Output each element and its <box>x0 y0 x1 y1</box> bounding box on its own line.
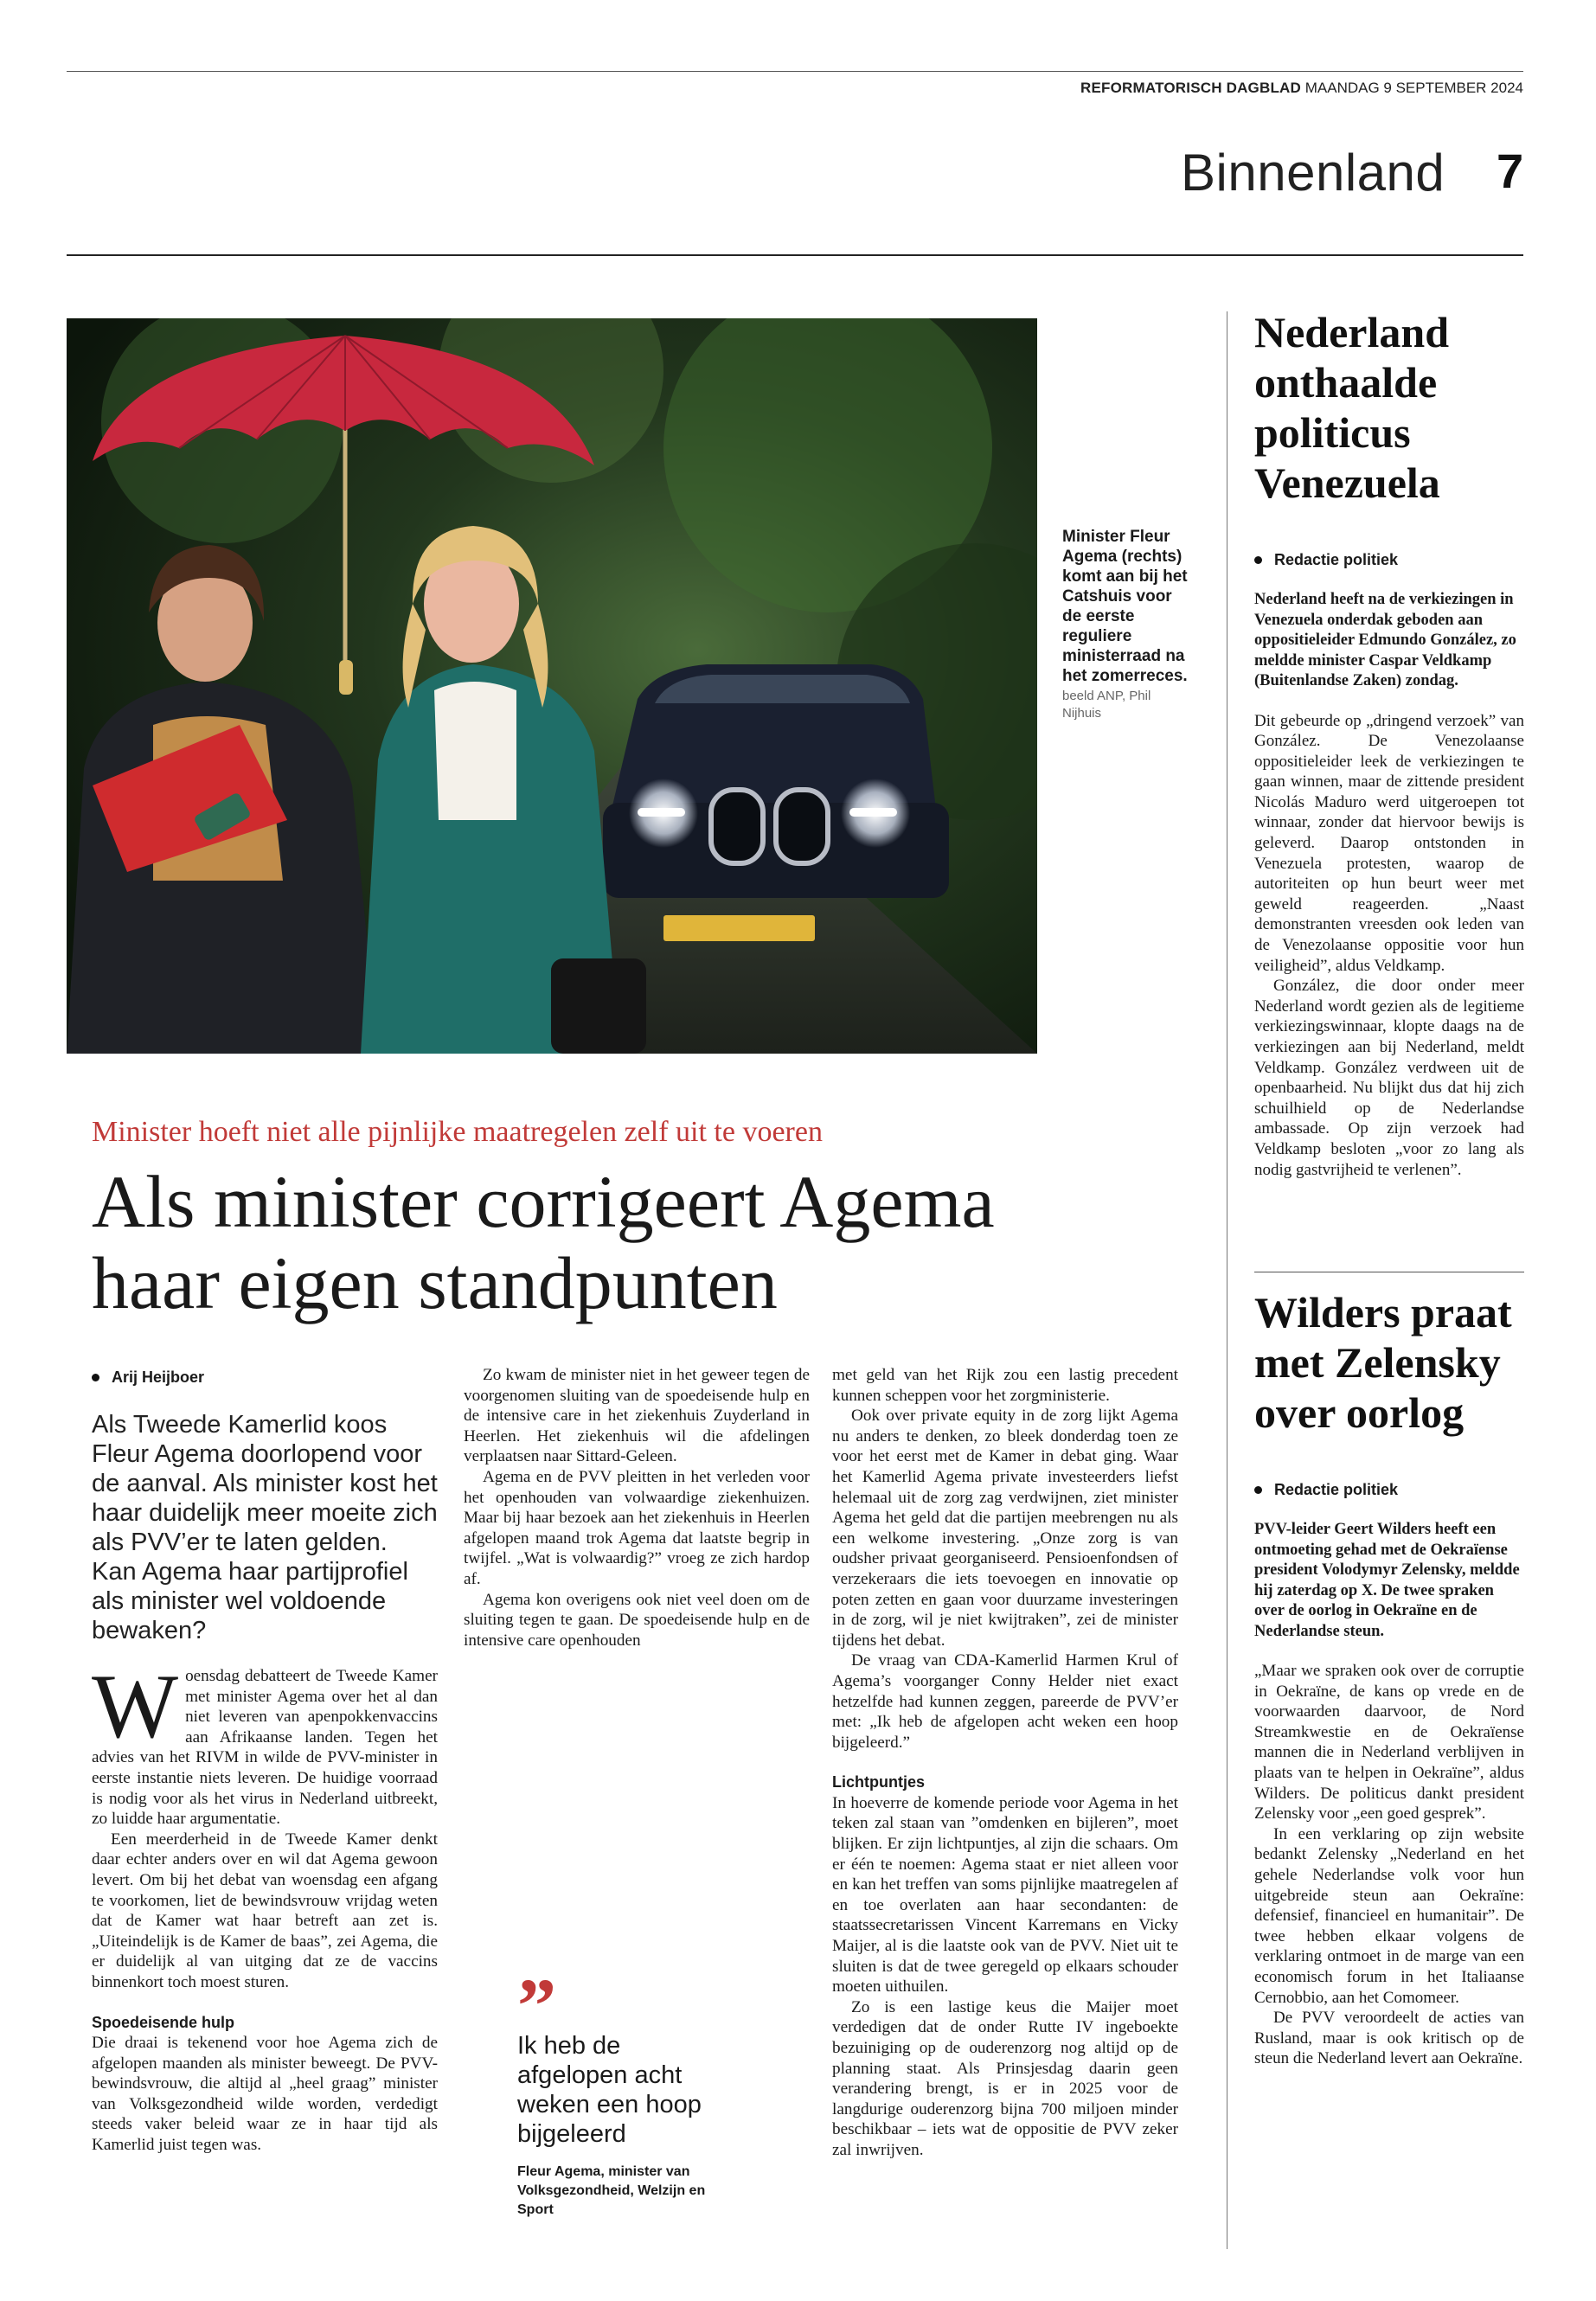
sidebar1-paragraph-1: Dit gebeurde op „dringend verzoek” van González. De Venezolaanse oppositieleider leek de verkiezingen te gaan winnen, maar de zittende president Nicolás Maduro werd uitgeroepen tot winnaar, zonder dat hiervoor bewijs is geleverd. Daarop ontstonden in Venezuela protesten, waarop de autoriteiten op hun beurt weer met geweld reageerden. „Naast demonstranten vreesden ook leden van de Venezolaanse oppositie voor hun veiligheid”, aldus Veldkamp. <box>1254 711 1524 975</box>
masthead-date: MAANDAG 9 SEPTEMBER 2024 <box>1304 80 1523 96</box>
photo-illustration <box>67 318 1037 1054</box>
article-column-2 <box>464 1365 810 1650</box>
sidebar1-lead: Nederland heeft na de verkiezingen in Venezuela onderdak geboden aan oppositieleider Edmundo González, zo meldde minister Caspar Veldkamp (Buitenlandse Zaken) zondag. <box>1254 591 1516 689</box>
pull-quote-attribution: Fleur Agema, minister van Volksgezondheid, Welzijn en Sport <box>517 2164 706 2217</box>
header-rule <box>67 254 1523 256</box>
sidebar1-byline <box>1254 551 1524 569</box>
col3-paragraph-1: met geld van het Rijk zou een lastig precedent kunnen scheppen voor het zorgministerie. <box>832 1366 1178 1405</box>
col1-p1-text: oensdag debatteert de Tweede Kamer met minister Agema over het al dan niet leveren van apenpokkenvaccins aan Afrikaanse landen. Tegen het advies van het RIVM in wilde de PVV-minister in eerste instantie niets leveren. De huidige voorraad is nodig voor als het virus in Nederland uitbreekt, zo luidde haar argumentatie. <box>92 1667 438 1829</box>
byline-author: Arij Heijboer <box>112 1368 205 1386</box>
article-headline: Als minister corrigeert Agema haar eigen standpunten <box>92 1160 995 1324</box>
page-number: 7 <box>1497 144 1524 198</box>
byline-bullet-icon <box>1254 556 1262 564</box>
photo-caption <box>1062 527 1192 722</box>
sidebar1-author: Redactie politiek <box>1274 551 1399 568</box>
col1-paragraph-3: Die draai is tekenend voor hoe Agema zich de afgelopen maanden als minister beweegt. De PVV-bewindsvrouw, die altijd al „heel graag” minister van Volksgezondheid wilde worden, verdedigt steeds vaker beleid waar ze in haar tijd als Kamerlid juist tegen was. <box>92 2034 438 2155</box>
col2-paragraph-1: Zo kwam de minister niet in het geweer tegen de voorgenomen sluiting van de spoedeisende hulp en de intensive care in het ziekenhuis Zuyderland in Heerlen. Het ziekenhuis wil die afdelingen verplaatsen naar Sittard-Geleen. <box>464 1366 810 1466</box>
sidebar1-body <box>1254 711 1524 1181</box>
col3-paragraph-2: Ook over private equity in de zorg lijkt Agema nu anders te denken, zo bleek donderdag toen ze voor het eerst met de Kamer in debat ging. Waar het Kamerlid Agema private investeerders liefst helemaal uit de zorg zag verdwijnen, ziet minister Agema het geld dat die partijen meebrengen nu als een welkome investering. „Onze zorg is van oudsher privaat georganiseerd. Pensioenfondsen of verzekeraars die iets toevoegen en innovatie op poten zetten en gaan voor duurzame investeringen in de zorg, wil je niet kwijtraken”, zei de minister tijdens het debat. <box>832 1407 1178 1650</box>
quote-mark-icon: ” <box>517 1964 556 2049</box>
sidebar2-headline: Wilders praat met Zelensky over oorlog <box>1254 1288 1512 1437</box>
subheading-lichtpuntjes: Lichtpuntjes <box>832 1773 925 1791</box>
article-lead: Als Tweede Kamerlid koos Fleur Agema doorlopend voor de aanval. Als minister kost het haar duidelijk meer moeite zich als PVV’er te laten gelden. Kan Agema haar partijprofiel als minister wel voldoende bewaken? <box>92 1411 438 1644</box>
sidebar-article-venezuela <box>1254 307 1524 1180</box>
sidebar2-author: Redactie politiek <box>1274 1481 1399 1498</box>
article-photo <box>67 318 1037 1054</box>
top-rule <box>67 71 1523 72</box>
sidebar2-body <box>1254 1661 1524 2069</box>
sidebar2-paragraph-1: „Maar we spraken ook over de corruptie in Oekraïne, de kans op vrede en de voorwaarden daarvoor, de Nord Streamkwestie en de Oekraïense mannen die in Nederland verblijven in plaats van te helpen in Oekraïne”, aldus Wilders. De politicus dankt president Zelensky voor „een goed gesprek”. <box>1254 1662 1524 1823</box>
article-column-3 <box>832 1365 1178 2161</box>
col3-paragraph-5: Zo is een lastige keus die Maijer moet verdedigen dat de onder Rutte IV ingeboekte bezuiniging op de ouderenzorg nog altijd op de planning staat. Als Prinsjesdag daarin geen verandering brengt, is er in 2025 voor de langdurige ouderenzorg bijna 700 miljoen minder beschikbaar – iets wat de oppositie de PVV zeker zal inwrijven. <box>832 1997 1178 2159</box>
byline-bullet-icon <box>92 1374 99 1381</box>
sidebar2-byline <box>1254 1481 1524 1499</box>
masthead <box>1080 80 1523 97</box>
col2-paragraph-2: Agema en de PVV pleitten in het verleden voor het openhouden van volwaardige ziekenhuizen. Maar bij haar bezoek aan het ziekenhuis in Heerlen afgelopen maand trok Agema dat laatste begrip in twijfel. „Wat is volwaardig?” vroeg ze zich hardop af. <box>464 1467 810 1588</box>
article-kicker: Minister hoeft niet alle pijnlijke maatregelen zelf uit te voeren <box>92 1116 823 1148</box>
col3-paragraph-3: De vraag van CDA-Kamerlid Harmen Krul of Agema’s voorganger Conny Helder niet exact hetzelfde had kunnen zeggen, pareerde de PVV’er met: „Ik heb de afgelopen acht weken een hoop bijgeleerd.” <box>832 1651 1178 1752</box>
sidebar-article-zelensky <box>1254 1287 1524 2069</box>
section-title: Binnenland <box>1181 144 1445 202</box>
pull-quote: Ik heb de afgelopen acht weken een hoop bijgeleerd <box>517 2032 702 2148</box>
col2-paragraph-3: Agema kon overigens ook niet veel doen om de sluiting tegen te gaan. De spoedeisende hulp en de intensive care openhouden <box>464 1590 810 1650</box>
sidebar2-paragraph-2: In een verklaring op zijn website bedankt Zelensky „Nederland en het gehele Nederlandse volk voor hun uitgebreide steun aan Oekraïne: defensief, financieel en humanitair”. De twee hebben elkaar volgens de verklaring ontmoet in de marge van een economisch forum in het Italiaanse Cernobbio, aan het Comomeer. <box>1254 1824 1524 2007</box>
article-column-1 <box>92 1656 438 2156</box>
sidebar1-headline: Nederland onthaalde politicus Venezuela <box>1254 308 1449 507</box>
col1-paragraph-2: Een meerderheid in de Tweede Kamer denkt daar echter anders over en wil dat Agema gewoon levert. Om bij het debat van woensdag een afgang te voorkomen, liet de bewindsvrouw vrijdag weten dat de Kamer wat haar betreft aan zet is. „Uiteindelijk is de Kamer de baas”, zei Agema, die er duidelijk al van uitging dat ze de vaccins binnenkort toch moest sturen. <box>92 1830 438 1991</box>
caption-text: Minister Fleur Agema (rechts) komt aan bij het Catshuis voor de eerste reguliere ministerraad na het zomerreces. <box>1062 528 1188 685</box>
dropcap: W <box>92 1656 179 1757</box>
article-byline <box>92 1368 204 1387</box>
col1-paragraph-1 <box>92 1656 438 1830</box>
photo-credit: beeld ANP, Phil Nijhuis <box>1062 689 1151 721</box>
sidebar1-paragraph-2: González, die door onder meer Nederland wordt gezien als de legitieme verkiezingswinnaar, klopte daags na de verkiezingen aan bij Nederland, meldt Veldkamp. González verdween uit de openbaarheid. Nu blijkt dus dat hij zich schuilhield op de Nederlandse ambassade. Op zijn verzoek had Veldkamp besloten „voor zo lang als nodig gastvrijheid te verlenen”. <box>1254 977 1524 1179</box>
subheading-spoedeisende-hulp: Spoedeisende hulp <box>92 2013 235 2031</box>
sidebar2-lead: PVV-leider Geert Wilders heeft een ontmoeting gehad met de Oekraïense president Volodymyr Zelensky, meldde hij zaterdag op X. De twee spraken over de oorlog in Oekraïne en de Nederlandse steun. <box>1254 1521 1520 1640</box>
sidebar2-paragraph-3: De PVV veroordeelt de acties van Rusland, maar is ook kritisch op de steun die Nederland levert aan Oekraïne. <box>1254 2009 1524 2068</box>
masthead-paper: REFORMATORISCH DAGBLAD <box>1080 80 1301 96</box>
byline-bullet-icon <box>1254 1486 1262 1494</box>
col3-paragraph-4: In hoeverre de komende periode voor Agema in het teken zal staan van ”omdenken en bijleren”, moet blijken. Er zijn lichtpuntjes, al zijn die schaars. Om er één te noemen: Agema staat er niet alleen voor en kan het treffen van soms pijnlijke maatregelen af en toe overlaten aan haar secondanten: de staatssecretarissen Vincent Karremans en Vicky Maijer, al is die laatste ook van de PVV. Niet uit te sluiten is dat de twee geregeld op elkaars schouder moeten uithuilen. <box>832 1793 1178 1997</box>
